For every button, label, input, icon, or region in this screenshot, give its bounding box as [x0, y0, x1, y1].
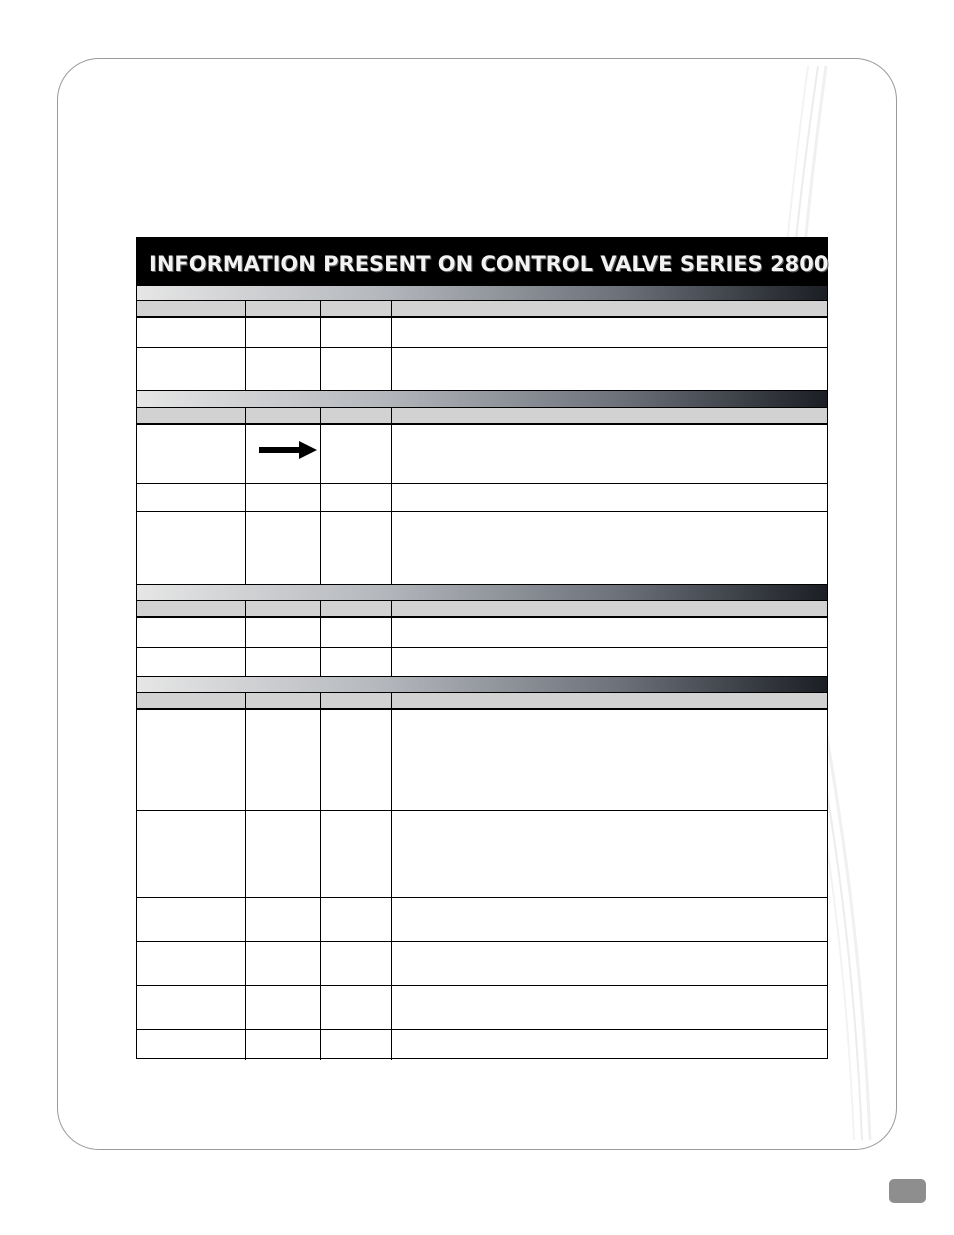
section-header-3 [137, 584, 827, 601]
row-divider [137, 347, 827, 348]
column-divider [391, 301, 392, 390]
row-divider [137, 941, 827, 942]
column-header-row-3 [137, 601, 827, 618]
table-title: INFORMATION PRESENT ON CONTROL VALVE SERIES 2800 [149, 252, 829, 276]
page-number-box [889, 1179, 926, 1203]
column-header-row-2 [137, 408, 827, 425]
table-title-bar [137, 238, 827, 285]
row-divider [137, 1029, 827, 1030]
row-divider [137, 810, 827, 811]
section-header-1 [137, 285, 827, 301]
row-divider [137, 511, 827, 512]
column-divider [320, 408, 321, 584]
column-divider [245, 601, 246, 676]
column-divider [391, 601, 392, 676]
column-divider [245, 301, 246, 390]
section-header-2 [137, 390, 827, 408]
column-divider [391, 693, 392, 1060]
column-divider [320, 301, 321, 390]
row-divider [137, 647, 827, 648]
control-valve-info-table [136, 237, 828, 1059]
column-header-row-1 [137, 301, 827, 318]
row-divider [137, 897, 827, 898]
row-divider [137, 483, 827, 484]
row-divider [137, 985, 827, 986]
column-header-row-4 [137, 693, 827, 710]
section-header-4 [137, 676, 827, 693]
column-divider [391, 408, 392, 584]
column-divider [245, 693, 246, 1060]
column-divider [320, 601, 321, 676]
arrow-right-icon [259, 441, 317, 459]
column-divider [245, 408, 246, 584]
column-divider [320, 693, 321, 1060]
